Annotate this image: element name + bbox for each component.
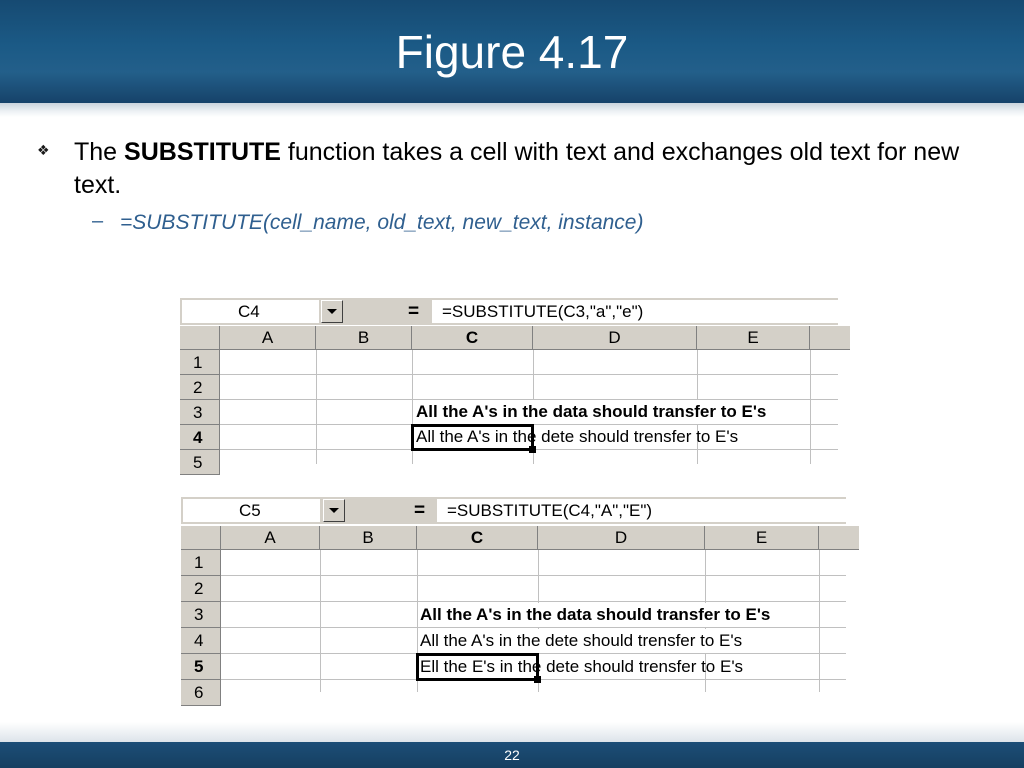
title-bar-shadow (0, 103, 1024, 117)
fill-handle[interactable] (534, 676, 541, 683)
column-header-a[interactable]: A (220, 326, 316, 350)
bullet-keyword: SUBSTITUTE (124, 138, 281, 166)
row-header-1[interactable]: 1 (180, 350, 220, 375)
column-header-c[interactable]: C (417, 526, 538, 550)
column-header-c[interactable]: C (412, 326, 533, 350)
cell-c4[interactable]: All the A's in the dete should trensfer to E's (420, 629, 742, 653)
row-header-6[interactable]: 6 (181, 680, 221, 706)
column-header-d[interactable]: D (533, 326, 697, 350)
name-box[interactable]: C4 (182, 300, 319, 323)
cell-c3[interactable]: All the A's in the data should transfer to E's (420, 603, 770, 627)
cell-grid (180, 326, 838, 472)
spreadsheet-example-1 (180, 298, 838, 472)
column-header-a[interactable]: A (221, 526, 320, 550)
formula-bar (180, 298, 838, 325)
select-all-corner[interactable] (180, 326, 220, 350)
chevron-down-icon[interactable] (323, 499, 345, 522)
bullet-icon: ❖ (37, 143, 50, 159)
gridline (819, 550, 820, 692)
gridline (316, 350, 317, 464)
row-header-5[interactable]: 5 (180, 450, 220, 475)
row-header-4[interactable]: 4 (181, 628, 221, 654)
column-header-e[interactable]: E (705, 526, 819, 550)
formula-input[interactable]: =SUBSTITUTE(C3,"a","e") (432, 300, 838, 323)
sub-bullet-syntax: =SUBSTITUTE(cell_name, old_text, new_text, instance) (120, 211, 644, 234)
cell-c5[interactable]: Ell the E's in the dete should trensfer to E's (420, 657, 744, 676)
spreadsheet-example-2 (181, 497, 846, 702)
cell-c3[interactable]: All the A's in the data should transfer to E's (416, 400, 766, 424)
active-cell-border (416, 653, 539, 681)
row-header-5[interactable]: 5 (181, 654, 221, 680)
row-header-2[interactable]: 2 (180, 375, 220, 400)
row-header-3[interactable]: 3 (181, 602, 221, 628)
row-header-4[interactable]: 4 (180, 425, 220, 450)
column-header-e[interactable]: E (697, 326, 810, 350)
footer-shadow (0, 722, 1024, 742)
cell-c4[interactable]: All the A's in the dete should trensfer to E's (416, 427, 739, 446)
equals-sign: = (414, 500, 426, 521)
equals-sign: = (408, 301, 420, 322)
gridline (221, 575, 846, 576)
fill-handle[interactable] (529, 446, 536, 453)
formula-input[interactable]: =SUBSTITUTE(C4,"A","E") (437, 499, 846, 522)
page-number: 22 (504, 747, 520, 763)
slide-title: Figure 4.17 (395, 26, 629, 78)
bullet-suffix: function takes a cell with text and exchanges old text for new text. (74, 138, 960, 199)
chevron-down-icon[interactable] (321, 300, 343, 323)
gridline (220, 374, 838, 375)
gridline (810, 350, 811, 464)
gridline (320, 550, 321, 692)
select-all-corner[interactable] (181, 526, 221, 550)
cell-grid (181, 526, 846, 702)
row-header-3[interactable]: 3 (180, 400, 220, 425)
column-header-f[interactable] (819, 526, 859, 550)
column-header-f[interactable] (810, 326, 850, 350)
formula-bar (181, 497, 846, 524)
name-box[interactable]: C5 (183, 499, 320, 522)
row-header-2[interactable]: 2 (181, 576, 221, 602)
row-header-1[interactable]: 1 (181, 550, 221, 576)
active-cell-border (411, 424, 534, 451)
gridline (221, 601, 846, 602)
bullet-prefix: The (74, 138, 125, 166)
bullet-text (74, 136, 1004, 202)
column-header-d[interactable]: D (538, 526, 705, 550)
column-header-b[interactable]: B (320, 526, 417, 550)
column-header-b[interactable]: B (316, 326, 412, 350)
sub-bullet-dash: – (92, 210, 104, 232)
gridline (221, 627, 846, 628)
